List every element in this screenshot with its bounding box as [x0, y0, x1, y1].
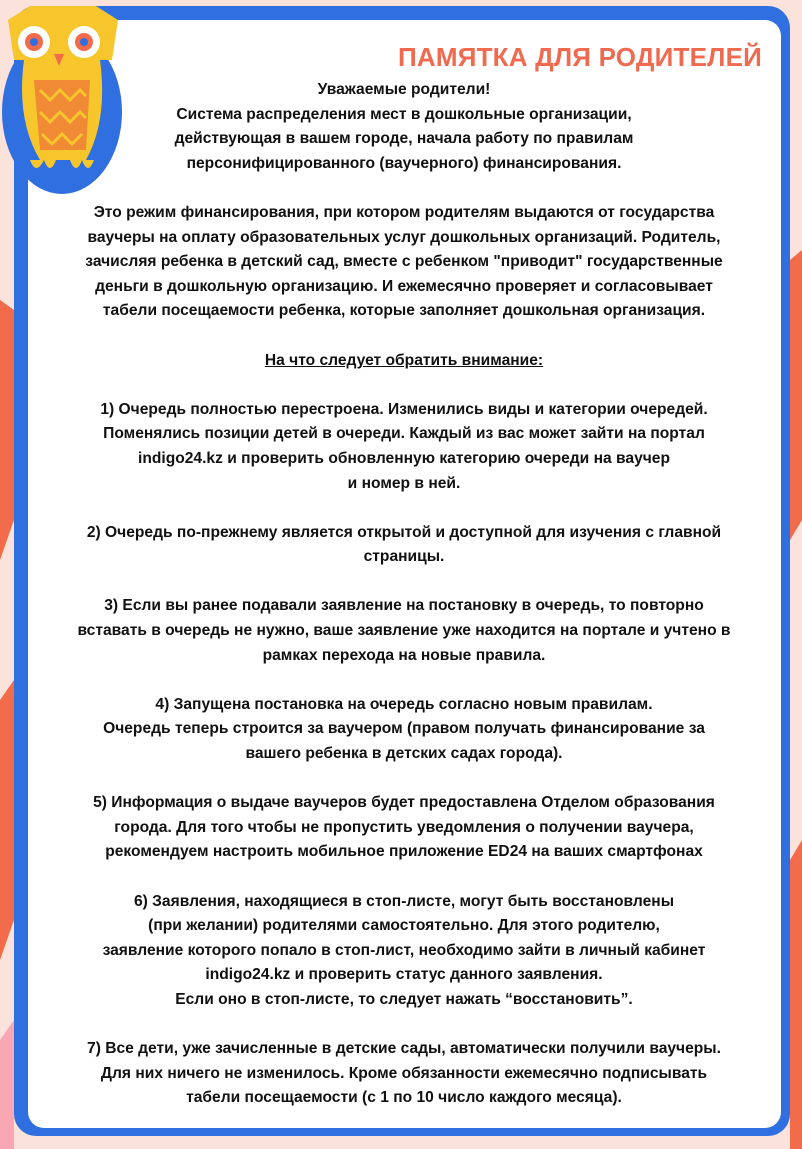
item-3-line: 3) Если вы ранее подавали заявление на постановку в очередь, то повторно	[104, 597, 704, 615]
item-5-line: 5) Информация о выдаче ваучеров будет предоставлена Отделом образования	[93, 794, 715, 812]
item-1-line: и номер в ней.	[347, 474, 461, 492]
item-7-line: табели посещаемости (с 1 по 10 число каждого месяца).	[186, 1089, 622, 1107]
memo-body	[34, 78, 774, 1111]
item-6-line: 6) Заявления, находящиеся в стоп-листе, могут быть восстановлены	[133, 892, 675, 910]
item-6-line: indigo24.kz и проверить статус данного заявления.	[205, 966, 603, 984]
item-6-line: заявление которого попало в стоп-лист, необходимо зайти в личный кабинет	[102, 941, 706, 959]
item-2-line: 2) Очередь по-прежнему является открытой и доступной для изучения с главной	[86, 523, 722, 541]
page-title: ПАМЯТКА ДЛЯ РОДИТЕЛЕЙ	[397, 42, 762, 72]
intro-line: действующая в вашем городе, начала работу по правилам	[174, 130, 634, 148]
left-orange-shape	[0, 300, 14, 560]
right-orange-shape	[790, 250, 802, 540]
item-2-line: страницы.	[363, 548, 445, 566]
item-1-line: indigo24.kz и проверить обновленную категорию очереди на ваучер	[137, 449, 670, 467]
item-6-line: Если оно в стоп-листе, то следует нажать “восстановить”.	[175, 990, 633, 1008]
definition-line: табели посещаемости ребенка, которые заполняет дошкольная организация.	[102, 302, 706, 320]
attention-heading: На что следует обратить внимание:	[264, 351, 544, 369]
definition-line: Это режим финансирования, при котором родителям выдаются от государства	[93, 203, 715, 221]
intro-line: персонифицированного (ваучерного) финансирования.	[186, 154, 622, 172]
intro-line: Система распределения мест в дошкольные организации,	[176, 105, 632, 123]
greeting: Уважаемые родители!	[317, 81, 491, 98]
item-4-line: Очередь теперь строится за ваучером (правом получать финансирование за	[103, 720, 705, 738]
left-orange-shape-2	[0, 680, 14, 960]
item-1-line: Поменялись позиции детей в очереди. Каждый из вас может зайти на портал	[103, 425, 705, 443]
item-1-line: 1) Очередь полностью перестроена. Изменились виды и категории очередей.	[100, 400, 708, 418]
left-pink-shape	[0, 1020, 14, 1149]
item-7-line: Для них ничего не изменилось. Кроме обязанности ежемесячно подписывать	[100, 1064, 708, 1082]
item-6-line: (при желании) родителями самостоятельно. Для этого родителю,	[148, 917, 660, 935]
item-4-line: 4) Запущена постановка на очередь согласно новым правилам.	[155, 695, 653, 713]
definition-line: зачисляя ребенка в детский сад, вместе с ребенком "приводит" государственные	[85, 253, 723, 271]
right-orange-shape-2	[790, 840, 802, 1149]
item-3-line: рамках перехода на новые правила.	[262, 646, 546, 664]
definition-line: деньги в дошкольную организацию. И ежемесячно проверяет и согласовывает	[95, 277, 713, 295]
item-5-line: города. Для того чтобы не пропустить уведомления о получении ваучера,	[114, 818, 694, 836]
definition-line: ваучеры на оплату образовательных услуг дошкольных организаций. Родитель,	[87, 228, 721, 246]
item-5-line: рекомендуем настроить мобильное приложение ED24 на ваших смартфонах	[105, 843, 703, 861]
item-7-line: 7) Все дети, уже зачисленные в детские сады, автоматически получили ваучеры.	[87, 1040, 721, 1058]
item-3-line: вставать в очередь не нужно, ваше заявление уже находится на портале и учтено в	[77, 622, 731, 640]
item-4-line: вашего ребенка в детских садах города).	[245, 745, 563, 763]
